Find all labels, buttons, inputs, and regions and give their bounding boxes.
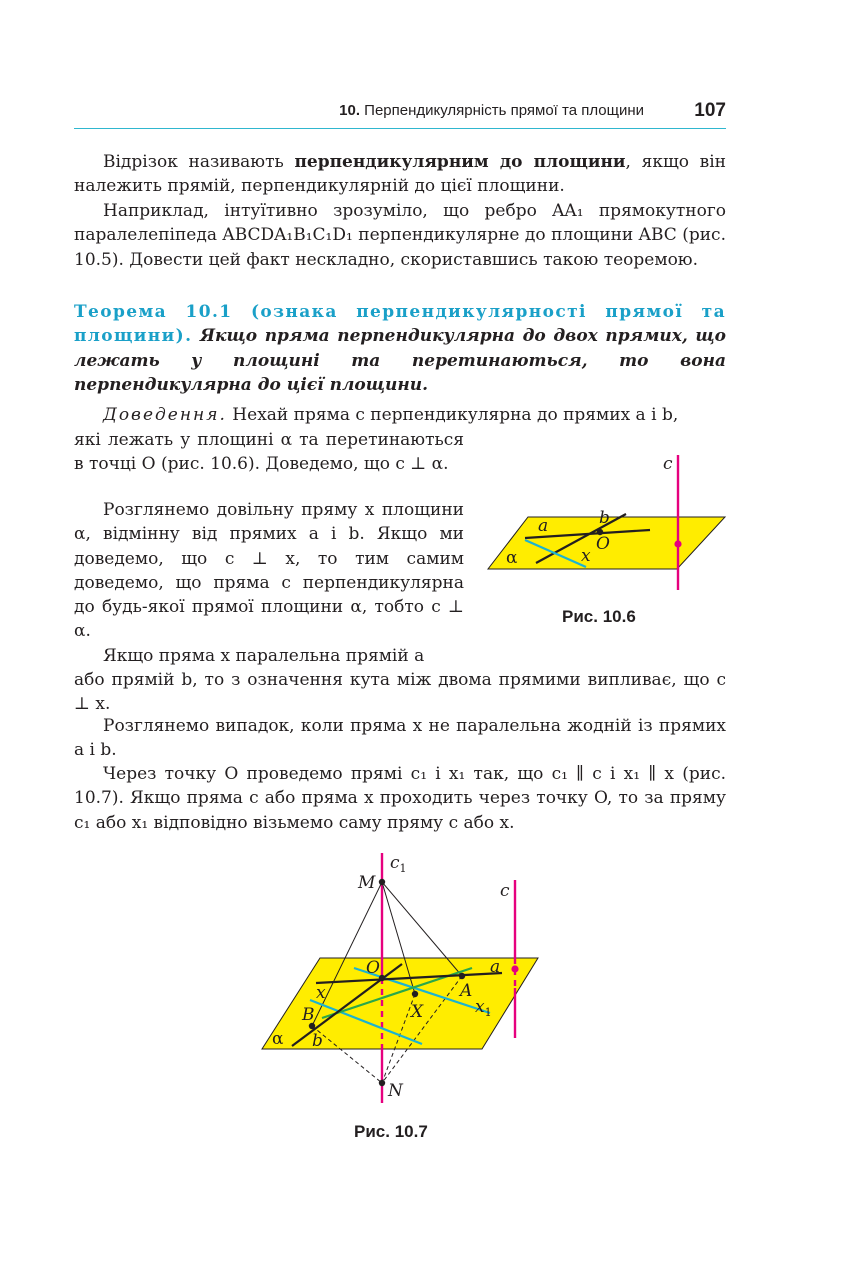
label-alpha: α — [272, 1029, 284, 1049]
label-c1-letter: c — [390, 853, 400, 873]
label-a: a — [490, 957, 501, 977]
point-X — [412, 991, 418, 997]
point-M — [379, 879, 385, 885]
caption-fig-10-6: Рис. 10.6 — [562, 607, 636, 626]
label-x: x — [316, 983, 326, 1003]
def-text-b: , якщо він належить прямій, перпендикулярній до цієї площини. — [74, 152, 726, 197]
label-c: c — [500, 881, 510, 901]
paragraph-arbitrary-line: Розглянемо довільну пряму x площини α, відмінну від прямих a і b. Якщо ми доведемо, що c ⊥ x, то тим самим доведемо, що пряма c перпендикулярна до будь-якої прямої площини α, тобто c ⊥ α. — [74, 500, 464, 642]
label-c: c — [663, 454, 673, 474]
label-c1 — [390, 853, 407, 875]
label-b: b — [312, 1031, 323, 1051]
def-text-a: Відрізок називають — [103, 152, 295, 172]
proof-paragraph-cont: які лежать у площині α та перетинаються в точці O (рис. 10.6). Доведемо, що c ⊥ α. — [74, 430, 464, 475]
label-O: O — [596, 534, 610, 554]
label-O: O — [366, 958, 380, 978]
paragraph-parallel-line1: Якщо пряма x паралельна прямій a — [103, 646, 425, 666]
label-alpha: α — [506, 548, 518, 568]
paragraph-example: Наприклад, інтуїтивно зрозуміло, що ребро AA₁ прямокутного паралелепіпеда ABCDA₁B₁C₁D₁ перпендикулярне до площини ABC (рис. 10.5). Довести цей факт нескладно, скориставшись такою теоремою. — [74, 201, 726, 270]
proof-word: Доведення. — [103, 405, 227, 425]
theorem-label: Теорема 10.1 (ознака перпендикулярності прямої та площини). — [74, 302, 726, 347]
proof-line1 — [74, 403, 726, 427]
point-c-plane — [674, 540, 681, 547]
def-term: перпендикулярним до площини — [294, 152, 626, 172]
theorem-statement: Якщо пряма перпендикулярна до двох прямих, що лежать у площині та перетинаються, то вона перпендикулярна до цієї площини. — [74, 326, 726, 395]
proof-line1-text: Нехай пряма c перпендикулярна до прямих a і b, — [226, 405, 679, 425]
page-number: 107 — [694, 100, 726, 121]
label-N: N — [388, 1081, 403, 1101]
theorem-10-1 — [74, 300, 726, 397]
point-c-plane — [511, 965, 518, 972]
label-X: X — [411, 1002, 424, 1022]
label-c1-sub: 1 — [399, 862, 407, 875]
label-M: M — [358, 873, 376, 893]
point-N — [379, 1080, 385, 1086]
label-a: a — [538, 516, 549, 536]
label-B: B — [302, 1005, 315, 1025]
chapter-title — [74, 102, 644, 119]
label-A: A — [460, 981, 473, 1001]
paragraph-definition — [74, 150, 726, 199]
paragraph-construction: Через точку O проведемо прямі c₁ і x₁ так, що c₁ ∥ c і x₁ ∥ x (рис. 10.7). Якщо пряма c або пряма x проходить через точку O, то за пряму c₁ або x₁ відповідно візьмемо саму пряму c або x. — [74, 764, 726, 833]
paragraph-case: Розглянемо випадок, коли пряма x не паралельна жодній із прямих a і b. — [74, 716, 726, 761]
figure-10-6 — [480, 445, 740, 600]
caption-fig-10-7: Рис. 10.7 — [354, 1122, 428, 1141]
label-x1-letter: x — [475, 997, 485, 1017]
figure-10-7 — [250, 848, 550, 1108]
label-x: x — [581, 546, 591, 566]
point-A — [459, 973, 465, 979]
paragraph-parallel-rest: або прямій b, то з означення кута між двома прямими випливає, що c ⊥ x. — [74, 670, 726, 715]
chapter-title-text: Перпендикулярність прямої та площини — [364, 102, 644, 119]
running-header — [74, 100, 726, 129]
label-x1-sub: 1 — [484, 1006, 492, 1019]
label-b: b — [599, 508, 610, 528]
chapter-number: 10. — [339, 102, 360, 119]
